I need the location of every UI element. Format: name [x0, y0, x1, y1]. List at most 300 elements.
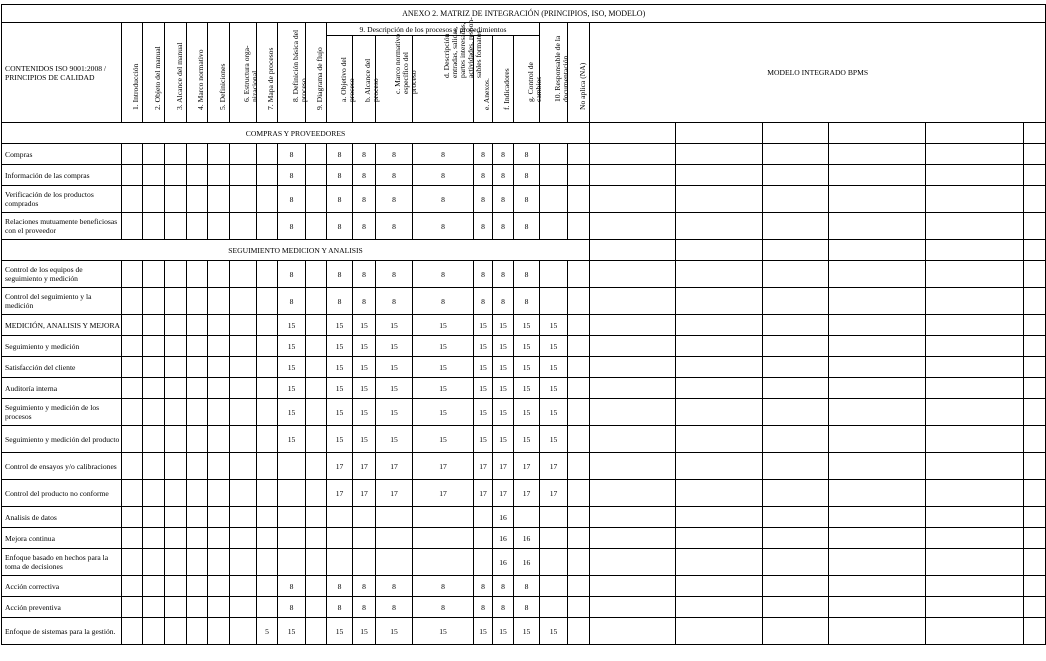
value-cell	[143, 507, 165, 528]
value-cell: 15	[474, 426, 493, 453]
value-cell: 15	[493, 315, 514, 336]
value-cell	[208, 165, 230, 186]
value-cell	[257, 336, 278, 357]
model-cell	[590, 165, 676, 186]
model-cell	[926, 315, 1024, 336]
table-row	[2, 399, 1046, 426]
value-cell	[208, 261, 230, 288]
value-cell: 8	[376, 144, 413, 165]
model-cell	[676, 507, 763, 528]
value-cell	[143, 597, 165, 618]
value-cell	[187, 480, 208, 507]
model-cell	[926, 378, 1024, 399]
model-cell	[676, 357, 763, 378]
model-cell	[1024, 576, 1046, 597]
value-cell	[187, 378, 208, 399]
value-cell	[165, 186, 187, 213]
value-cell: 15	[327, 426, 353, 453]
value-cell	[208, 288, 230, 315]
value-cell: 8	[474, 576, 493, 597]
model-cell	[829, 186, 926, 213]
value-cell: 15	[493, 336, 514, 357]
value-cell	[122, 426, 143, 453]
value-cell	[306, 357, 327, 378]
value-cell	[187, 186, 208, 213]
value-cell	[165, 213, 187, 240]
value-cell	[376, 549, 413, 576]
value-cell	[143, 549, 165, 576]
value-cell: 15	[327, 618, 353, 645]
value-cell	[514, 507, 540, 528]
value-cell: 8	[353, 261, 376, 288]
model-cell	[590, 399, 676, 426]
model-cell	[676, 549, 763, 576]
value-cell	[165, 549, 187, 576]
value-cell: 8	[474, 165, 493, 186]
value-cell: 15	[514, 357, 540, 378]
value-cell	[306, 480, 327, 507]
value-cell: 8	[514, 144, 540, 165]
value-cell: 15	[540, 378, 568, 399]
value-cell	[230, 480, 257, 507]
value-cell	[278, 528, 306, 549]
value-cell	[208, 357, 230, 378]
model-cell	[590, 357, 676, 378]
value-cell: 8	[376, 597, 413, 618]
value-cell	[306, 336, 327, 357]
value-cell	[568, 144, 590, 165]
value-cell	[208, 315, 230, 336]
column-header-7: 7. Mapa de procesos	[257, 23, 278, 123]
contenidos-header: CONTENIDOS ISO 9001:2008 / PRINCIPIOS DE CALIDAD	[2, 23, 122, 123]
model-cell	[1024, 528, 1046, 549]
value-cell	[122, 213, 143, 240]
value-cell	[122, 453, 143, 480]
value-cell: 17	[353, 480, 376, 507]
value-cell	[413, 507, 474, 528]
model-cell	[763, 528, 829, 549]
value-cell	[165, 597, 187, 618]
table-row	[2, 186, 1046, 213]
value-cell	[568, 528, 590, 549]
value-cell	[187, 549, 208, 576]
value-cell	[165, 288, 187, 315]
model-cell	[926, 549, 1024, 576]
row-label: Seguimiento y medición de los procesos	[2, 399, 122, 426]
row-label: Control del seguimiento y la medición	[2, 288, 122, 315]
value-cell	[208, 336, 230, 357]
value-cell: 15	[376, 426, 413, 453]
model-cell	[1024, 507, 1046, 528]
value-cell	[257, 378, 278, 399]
value-cell: 8	[493, 186, 514, 213]
value-cell	[230, 165, 257, 186]
value-cell	[306, 528, 327, 549]
value-cell	[122, 528, 143, 549]
value-cell	[230, 507, 257, 528]
model-cell	[926, 186, 1024, 213]
value-cell	[187, 453, 208, 480]
table-row	[2, 528, 1046, 549]
value-cell	[306, 426, 327, 453]
value-cell: 15	[474, 336, 493, 357]
value-cell: 8	[493, 144, 514, 165]
value-cell	[165, 480, 187, 507]
value-cell: 8	[413, 288, 474, 315]
model-cell	[926, 123, 1024, 144]
model-cell	[926, 528, 1024, 549]
value-cell: 15	[540, 426, 568, 453]
value-cell: 15	[278, 618, 306, 645]
model-cell	[829, 261, 926, 288]
row-label: Control de los equipos de seguimiento y medición	[2, 261, 122, 288]
value-cell: 17	[514, 453, 540, 480]
value-cell: 16	[514, 549, 540, 576]
model-cell	[1024, 123, 1046, 144]
value-cell	[122, 144, 143, 165]
value-cell	[257, 426, 278, 453]
model-cell	[1024, 144, 1046, 165]
value-cell	[257, 213, 278, 240]
value-cell: 15	[376, 336, 413, 357]
model-cell	[763, 315, 829, 336]
value-cell	[540, 213, 568, 240]
value-cell	[187, 528, 208, 549]
value-cell	[187, 507, 208, 528]
value-cell	[230, 426, 257, 453]
value-cell	[306, 399, 327, 426]
model-cell	[829, 528, 926, 549]
model-cell	[763, 288, 829, 315]
value-cell	[208, 480, 230, 507]
value-cell: 15	[474, 315, 493, 336]
value-cell	[165, 618, 187, 645]
value-cell	[306, 378, 327, 399]
model-cell	[676, 213, 763, 240]
value-cell	[230, 597, 257, 618]
value-cell	[257, 480, 278, 507]
value-cell	[540, 507, 568, 528]
model-cell	[590, 240, 676, 261]
column-header-14: e. Anexos.	[474, 36, 493, 123]
page-title: ANEXO 2. MATRIZ DE INTEGRACIÓN (PRINCIPIOS, ISO, MODELO)	[2, 5, 1046, 23]
value-cell	[540, 144, 568, 165]
value-cell	[568, 165, 590, 186]
model-cell	[763, 123, 829, 144]
value-cell	[306, 315, 327, 336]
value-cell	[376, 528, 413, 549]
model-cell	[763, 186, 829, 213]
value-cell: 15	[413, 336, 474, 357]
value-cell: 8	[514, 165, 540, 186]
model-cell	[676, 144, 763, 165]
column-header-18: No aplica (NA)	[568, 23, 590, 123]
model-cell	[926, 507, 1024, 528]
model-cell	[1024, 618, 1046, 645]
model-cell	[829, 165, 926, 186]
value-cell	[568, 336, 590, 357]
value-cell	[165, 453, 187, 480]
value-cell	[208, 576, 230, 597]
table-row	[2, 453, 1046, 480]
model-cell	[1024, 399, 1046, 426]
model-cell	[1024, 186, 1046, 213]
value-cell: 5	[257, 618, 278, 645]
value-cell: 8	[278, 261, 306, 288]
value-cell	[306, 597, 327, 618]
model-cell	[676, 315, 763, 336]
model-cell	[763, 144, 829, 165]
value-cell: 15	[278, 378, 306, 399]
value-cell: 8	[353, 576, 376, 597]
value-cell	[122, 165, 143, 186]
value-cell	[278, 453, 306, 480]
table-row	[2, 288, 1046, 315]
column-header-16: g. Control de cambios	[514, 36, 540, 123]
value-cell: 15	[514, 399, 540, 426]
value-cell: 15	[493, 357, 514, 378]
model-cell	[1024, 336, 1046, 357]
model-cell	[763, 453, 829, 480]
value-cell: 8	[493, 576, 514, 597]
model-cell	[590, 123, 676, 144]
value-cell: 8	[493, 165, 514, 186]
table-row	[2, 213, 1046, 240]
value-cell	[568, 597, 590, 618]
row-label: Satisfacción del cliente	[2, 357, 122, 378]
model-cell	[829, 576, 926, 597]
value-cell	[230, 261, 257, 288]
value-cell: 8	[413, 144, 474, 165]
value-cell: 15	[278, 315, 306, 336]
row-label: Enfoque de sistemas para la gestión.	[2, 618, 122, 645]
model-cell	[676, 336, 763, 357]
value-cell	[208, 399, 230, 426]
value-cell	[327, 528, 353, 549]
model-cell	[763, 618, 829, 645]
model-cell	[590, 261, 676, 288]
model-cell	[829, 507, 926, 528]
row-label: Acción preventiva	[2, 597, 122, 618]
model-cell	[829, 315, 926, 336]
model-cell	[763, 597, 829, 618]
model-cell	[590, 618, 676, 645]
value-cell: 8	[514, 213, 540, 240]
value-cell: 8	[278, 186, 306, 213]
value-cell	[257, 549, 278, 576]
value-cell	[143, 618, 165, 645]
value-cell: 15	[353, 315, 376, 336]
model-cell	[926, 240, 1024, 261]
value-cell	[230, 618, 257, 645]
model-cell	[1024, 165, 1046, 186]
value-cell: 8	[376, 186, 413, 213]
model-cell	[590, 528, 676, 549]
value-cell: 15	[278, 426, 306, 453]
value-cell	[306, 213, 327, 240]
model-cell	[763, 507, 829, 528]
value-cell: 17	[413, 453, 474, 480]
value-cell	[208, 618, 230, 645]
model-cell	[676, 399, 763, 426]
value-cell	[122, 618, 143, 645]
value-cell: 15	[514, 426, 540, 453]
value-cell	[165, 315, 187, 336]
value-cell	[143, 576, 165, 597]
model-cell	[1024, 261, 1046, 288]
value-cell	[187, 261, 208, 288]
value-cell	[540, 186, 568, 213]
value-cell	[122, 378, 143, 399]
table-row	[2, 378, 1046, 399]
value-cell	[540, 576, 568, 597]
value-cell: 15	[376, 315, 413, 336]
model-cell	[829, 480, 926, 507]
value-cell	[257, 357, 278, 378]
value-cell	[208, 186, 230, 213]
value-cell	[306, 165, 327, 186]
value-cell	[187, 399, 208, 426]
value-cell	[257, 261, 278, 288]
value-cell	[187, 144, 208, 165]
value-cell	[257, 576, 278, 597]
value-cell: 16	[514, 528, 540, 549]
value-cell	[208, 528, 230, 549]
row-label: Información de las compras	[2, 165, 122, 186]
model-cell	[1024, 480, 1046, 507]
column-header-10: a. Objetivo del proceso	[327, 36, 353, 123]
value-cell: 8	[474, 213, 493, 240]
value-cell: 17	[514, 480, 540, 507]
value-cell	[143, 399, 165, 426]
value-cell: 15	[353, 336, 376, 357]
model-cell	[829, 549, 926, 576]
value-cell	[413, 528, 474, 549]
value-cell	[568, 378, 590, 399]
value-cell: 15	[474, 357, 493, 378]
value-cell: 15	[413, 315, 474, 336]
value-cell: 8	[413, 165, 474, 186]
value-cell	[306, 618, 327, 645]
value-cell	[306, 453, 327, 480]
model-cell	[926, 597, 1024, 618]
value-cell	[165, 165, 187, 186]
value-cell: 17	[327, 453, 353, 480]
value-cell: 17	[327, 480, 353, 507]
value-cell	[474, 528, 493, 549]
model-cell	[1024, 357, 1046, 378]
model-cell	[676, 528, 763, 549]
value-cell	[474, 507, 493, 528]
value-cell: 15	[353, 357, 376, 378]
section-title: COMPRAS Y PROVEEDORES	[2, 123, 590, 144]
value-cell	[143, 213, 165, 240]
value-cell: 17	[353, 453, 376, 480]
value-cell	[257, 453, 278, 480]
value-cell	[122, 597, 143, 618]
model-cell	[829, 378, 926, 399]
value-cell: 17	[413, 480, 474, 507]
value-cell: 16	[493, 528, 514, 549]
value-cell	[208, 144, 230, 165]
model-cell	[829, 399, 926, 426]
model-cell	[763, 378, 829, 399]
row-label: Compras	[2, 144, 122, 165]
value-cell	[187, 315, 208, 336]
value-cell	[165, 399, 187, 426]
value-cell: 8	[353, 288, 376, 315]
value-cell: 15	[514, 378, 540, 399]
value-cell	[568, 453, 590, 480]
value-cell: 8	[514, 576, 540, 597]
value-cell: 8	[353, 186, 376, 213]
value-cell: 15	[514, 315, 540, 336]
model-cell	[590, 186, 676, 213]
model-cell	[829, 597, 926, 618]
model-cell	[1024, 549, 1046, 576]
value-cell	[122, 288, 143, 315]
value-cell	[122, 261, 143, 288]
value-cell: 8	[327, 261, 353, 288]
model-cell	[829, 240, 926, 261]
value-cell	[143, 426, 165, 453]
value-cell: 8	[278, 144, 306, 165]
value-cell	[278, 480, 306, 507]
value-cell: 8	[413, 261, 474, 288]
value-cell: 8	[413, 213, 474, 240]
model-cell	[1024, 453, 1046, 480]
value-cell: 8	[327, 165, 353, 186]
table-row	[2, 144, 1046, 165]
value-cell	[257, 288, 278, 315]
value-cell: 15	[540, 618, 568, 645]
value-cell	[230, 399, 257, 426]
value-cell	[230, 357, 257, 378]
model-cell	[590, 507, 676, 528]
model-cell	[590, 576, 676, 597]
value-cell: 15	[413, 426, 474, 453]
value-cell	[540, 288, 568, 315]
value-cell: 8	[353, 213, 376, 240]
value-cell: 8	[278, 213, 306, 240]
section-title: SEGUIMIENTO MEDICION Y ANALISIS	[2, 240, 590, 261]
value-cell: 8	[514, 186, 540, 213]
value-cell	[230, 576, 257, 597]
value-cell: 15	[474, 378, 493, 399]
value-cell: 17	[493, 453, 514, 480]
value-cell	[278, 507, 306, 528]
table-row	[2, 618, 1046, 645]
model-cell	[926, 288, 1024, 315]
value-cell: 8	[493, 261, 514, 288]
value-cell	[208, 597, 230, 618]
value-cell	[187, 618, 208, 645]
value-cell: 15	[493, 399, 514, 426]
table-row	[2, 165, 1046, 186]
value-cell: 15	[376, 618, 413, 645]
table-row	[2, 549, 1046, 576]
value-cell	[122, 336, 143, 357]
value-cell	[230, 336, 257, 357]
model-cell	[1024, 315, 1046, 336]
value-cell	[165, 144, 187, 165]
value-cell	[187, 288, 208, 315]
value-cell	[187, 213, 208, 240]
value-cell	[568, 549, 590, 576]
model-cell	[1024, 378, 1046, 399]
model-cell	[829, 453, 926, 480]
value-cell	[257, 165, 278, 186]
